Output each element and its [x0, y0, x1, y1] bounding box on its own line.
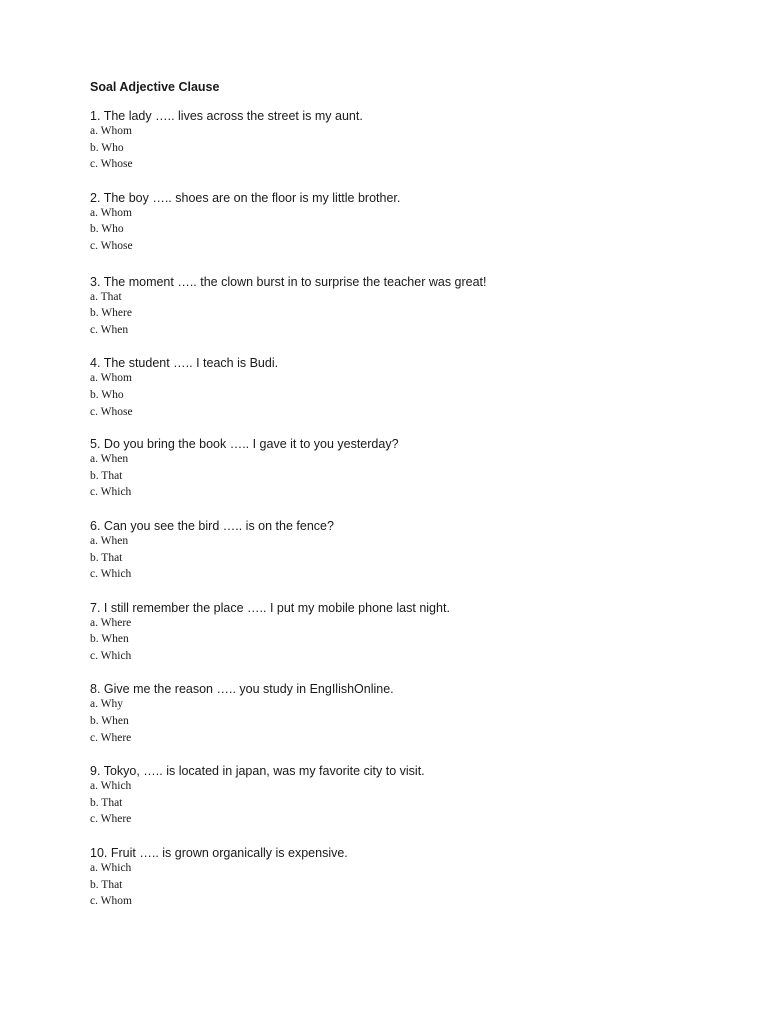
question-list	[90, 109, 710, 910]
answer-option: b. Who	[90, 141, 124, 154]
question-stem: The lady ….. lives across the street is my aunt.	[103, 109, 363, 123]
question-stem: The moment ….. the clown burst in to surprise the teacher was great!	[103, 274, 487, 289]
question-item	[90, 682, 710, 746]
answer-option: c. Where	[90, 731, 132, 744]
question-stem: I still remember the place ….. I put my mobile phone last night.	[103, 600, 450, 615]
answer-option: b. Who	[90, 223, 124, 236]
answer-option: b. That	[90, 796, 123, 809]
question-number: 3.	[90, 274, 101, 289]
question-text	[90, 275, 710, 289]
question-number: 1.	[90, 109, 101, 123]
answer-option: c. Which	[90, 486, 132, 499]
question-number: 6.	[90, 518, 101, 533]
question-item	[90, 519, 710, 583]
answer-option: a. Whom	[90, 372, 132, 385]
answer-option: b. That	[90, 878, 123, 891]
document-title: Soal Adjective Clause	[90, 80, 220, 94]
question-stem: Give me the reason ….. you study in EngIlishOnline.	[103, 682, 394, 697]
answer-option: c. Whose	[90, 239, 133, 252]
answer-option: b. When	[90, 633, 129, 646]
answer-option: a. Whom	[90, 125, 132, 137]
answer-option: c. Whom	[90, 895, 132, 908]
question-item	[90, 437, 710, 501]
question-text	[90, 356, 710, 370]
question-number: 8.	[90, 682, 101, 697]
answer-option: b. Where	[90, 307, 132, 320]
answer-option: a. Whom	[90, 206, 132, 219]
answer-option: a. Where	[90, 616, 132, 629]
question-item	[90, 846, 710, 910]
question-text	[90, 519, 710, 533]
answer-option: c. Which	[90, 649, 132, 662]
answer-option: a. Which	[90, 780, 132, 793]
answer-option: b. That	[90, 469, 123, 482]
question-text	[90, 601, 710, 615]
question-stem: Can you see the bird ….. is on the fence?	[103, 518, 334, 533]
question-number: 2.	[90, 190, 101, 205]
question-item	[90, 764, 710, 828]
question-stem: The boy ….. shoes are on the floor is my little brother.	[103, 190, 401, 205]
answer-option: a. Why	[90, 698, 124, 711]
answer-option: b. When	[90, 715, 129, 728]
answer-option: b. That	[90, 551, 123, 564]
question-text	[90, 109, 710, 123]
answer-option: a. When	[90, 534, 129, 547]
answer-option: a. That	[90, 290, 122, 303]
answer-option: a. Which	[90, 862, 132, 875]
answer-option: a. When	[90, 453, 129, 466]
question-text	[90, 682, 710, 696]
answer-option: c. Which	[90, 568, 132, 581]
answer-option: c. Where	[90, 813, 132, 826]
question-item	[90, 356, 710, 420]
question-item	[90, 601, 710, 665]
answer-option: c. Whose	[90, 158, 133, 171]
answer-option: c. When	[90, 323, 129, 336]
question-item	[90, 275, 710, 339]
question-item	[90, 191, 710, 255]
question-number: 10.	[90, 846, 108, 861]
question-number: 4.	[90, 356, 101, 371]
question-text	[90, 437, 710, 451]
question-number: 7.	[90, 600, 101, 615]
question-stem: The student ….. I teach is Budi.	[103, 356, 279, 371]
question-stem: Do you bring the book ….. I gave it to you yesterday?	[103, 437, 399, 452]
question-number: 5.	[90, 437, 101, 452]
question-stem: Fruit ….. is grown organically is expensive.	[110, 846, 348, 861]
question-text	[90, 191, 710, 205]
question-item	[90, 109, 710, 173]
document-page	[90, 79, 710, 910]
question-text	[90, 764, 710, 778]
question-stem: Tokyo, ….. is located in japan, was my favorite city to visit.	[103, 764, 425, 779]
answer-option: b. Who	[90, 388, 124, 401]
question-text	[90, 846, 710, 860]
question-number: 9.	[90, 764, 101, 779]
answer-option: c. Whose	[90, 405, 133, 418]
